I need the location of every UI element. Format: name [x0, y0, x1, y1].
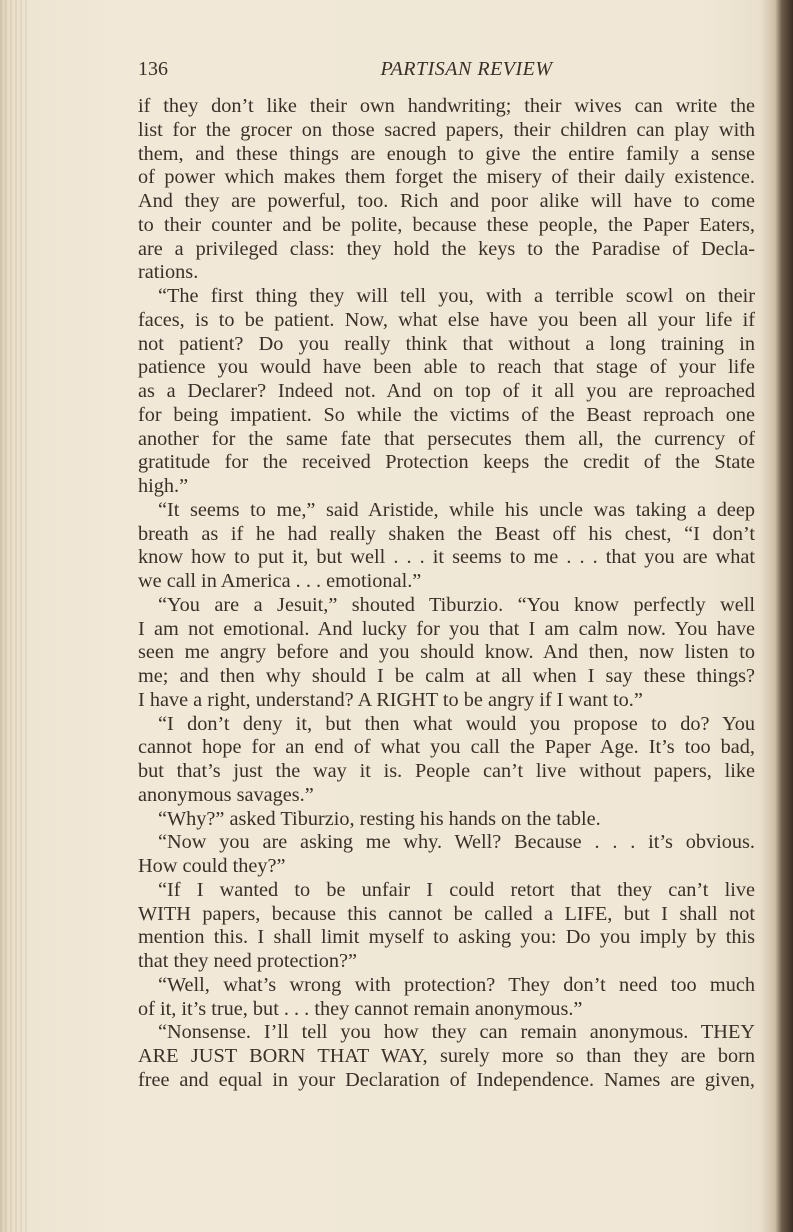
text-line: for being impatient. So while the victims of the Beast reproach one: [138, 403, 755, 426]
text-line: ARE JUST BORN THAT WAY, surely more so than they are born: [138, 1045, 755, 1067]
text-line: anonymous savages.”: [138, 783, 314, 806]
text-line: free and equal in your Declaration of Independence. Names are given,: [138, 1068, 755, 1091]
text-line: if they don’t like their own handwriting; their wives can write the: [138, 95, 755, 117]
text-line: “You are a Jesuit,” shouted Tiburzio. “You know perfectly well: [158, 593, 755, 616]
text-line: patience you would have been able to reach that stage of your life: [138, 356, 755, 379]
page-header: [138, 58, 755, 88]
text-line: And they are powerful, too. Rich and poor alike will have to come: [138, 190, 755, 212]
page-body-text: [138, 95, 755, 1093]
text-line: I am not emotional. And lucky for you that I am calm now. You have: [138, 617, 755, 640]
text-line: “Why?” asked Tiburzio, resting his hands on the table.: [158, 807, 601, 830]
running-title: PARTISAN REVIEW: [380, 58, 553, 80]
text-line: “Now you are asking me why. Well? Because . . . it’s obvious.: [158, 831, 755, 854]
text-line: another for the same fate that persecutes them all, the currency of: [138, 427, 755, 450]
text-line: “The first thing they will tell you, with a terrible scowl on their: [158, 285, 755, 307]
text-line: faces, is to be patient. Now, what else have you been all your life if: [138, 308, 755, 331]
text-line: but that’s just the way it is. People can’t live without papers, like: [138, 760, 755, 782]
text-line: rations.: [138, 261, 199, 284]
text-line: as a Declarer? Indeed not. And on top of it all you are reproached: [138, 380, 755, 402]
text-line: list for the grocer on those sacred papers, their children can play with: [138, 118, 755, 141]
text-line: WITH papers, because this cannot be called a LIFE, but I shall not: [138, 902, 755, 925]
text-line: them, and these things are enough to give the entire family a sense: [138, 142, 755, 165]
text-line: we call in America . . . emotional.”: [138, 570, 422, 592]
text-line: mention this. I shall limit myself to asking you: Do you imply by this: [138, 926, 755, 949]
text-line: not patient? Do you really think that without a long training in: [138, 332, 755, 355]
text-line: I have a right, understand? A RIGHT to be angry if I want to.”: [138, 688, 643, 711]
text-line: of power which makes them forget the misery of their daily existence.: [138, 166, 755, 189]
page-number: 136: [138, 58, 168, 80]
text-line: to their counter and be polite, because these people, the Paper Eaters,: [138, 213, 755, 236]
text-line: breath as if he had really shaken the Beast off his chest, “I don’t: [138, 522, 755, 545]
text-line: “It seems to me,” said Aristide, while his uncle was taking a deep: [158, 498, 755, 521]
text-line: that they need protection?”: [138, 950, 358, 972]
text-line: seen me angry before and you should know. And then, now listen to: [138, 641, 755, 664]
text-line: “If I wanted to be unfair I could retort that they can’t live: [158, 878, 755, 901]
text-line: me; and then why should I be calm at all when I say these things?: [138, 665, 755, 687]
text-line: gratitude for the received Protection keeps the credit of the State: [138, 451, 755, 474]
text-line: “Nonsense. I’ll tell you how they can remain anonymous. THEY: [158, 1021, 755, 1044]
text-line: are a privileged class: they hold the keys to the Paradise of Decla-: [138, 237, 755, 260]
text-line: “Well, what’s wrong with protection? They don’t need too much: [158, 973, 755, 996]
text-line: “I don’t deny it, but then what would you propose to do? You: [158, 712, 755, 735]
text-line: know how to put it, but well . . . it seems to me . . . that you are what: [138, 546, 755, 569]
text-line: How could they?”: [138, 855, 286, 877]
text-line: cannot hope for an end of what you call the Paper Age. It’s too bad,: [138, 736, 755, 759]
text-line: of it, it’s true, but . . . they cannot remain anonymous.”: [138, 997, 583, 1020]
book-binding-edge: [0, 0, 30, 1232]
text-line: high.”: [138, 475, 189, 497]
